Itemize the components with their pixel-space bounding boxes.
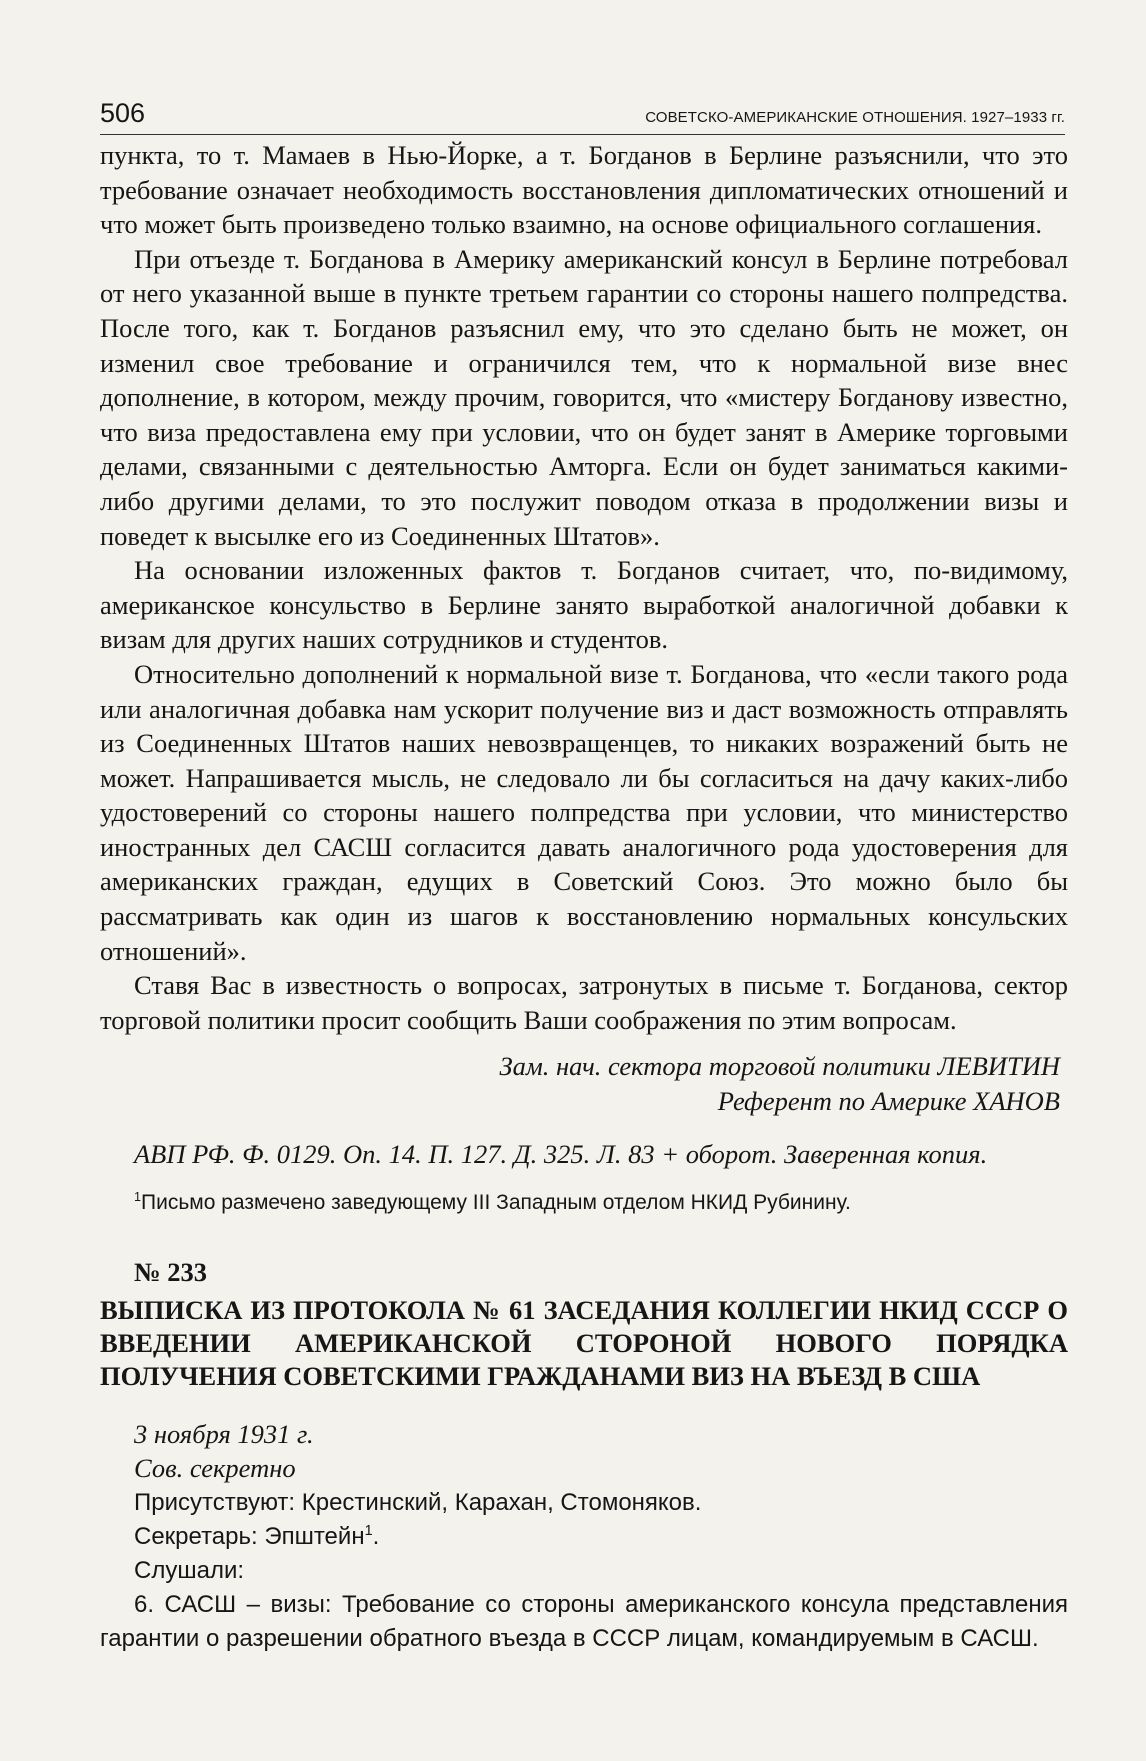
footnote-mark: 1	[134, 1190, 142, 1205]
classification: Сов. секретно	[134, 1453, 296, 1484]
secretary-footnote-mark: 1	[364, 1523, 373, 1539]
footnote	[100, 1189, 1068, 1217]
document-number: № 233	[134, 1257, 208, 1288]
attendees: Присутствуют: Крестинский, Карахан, Стомоняков.	[134, 1489, 702, 1516]
running-title: СОВЕТСКО-АМЕРИКАНСКИЕ ОТНОШЕНИЯ. 1927–1933 гг.	[645, 109, 1065, 126]
signature-levitin: Зам. нач. сектора торговой политики ЛЕВИТИН	[499, 1051, 1060, 1082]
body-text	[100, 138, 1068, 1656]
secretary: Секретарь: Эпштейн	[134, 1523, 365, 1550]
document-title: ВЫПИСКА ИЗ ПРОТОКОЛА № 61 ЗАСЕДАНИЯ КОЛЛЕГИИ НКИД СССР О ВВЕДЕНИИ АМЕРИКАНСКОЙ СТОРОНОЙ НОВОГО ПОРЯДКА ПОЛУЧЕНИЯ СОВЕТСКИМИ ГРАЖДАНАМИ ВИЗ НА ВЪЕЗД В США	[100, 1294, 1068, 1391]
document-date: 3 ноября 1931 г.	[134, 1418, 314, 1449]
paragraph: На основании изложенных фактов т. Богданов считает, что, по-видимому, американское консульство в Берлине занято выработкой аналогичной добавки к визам для других наших сотрудников и студентов.	[100, 555, 1068, 655]
archive-reference: АВП РФ. Ф. 0129. Оп. 14. П. 127. Д. 325. Л. 83 + оборот. Заверенная копия.	[134, 1138, 988, 1169]
footnote-text: Письмо размечено заведующему III Западным отделом НКИД Рубинину.	[141, 1191, 851, 1215]
page-header	[100, 98, 1065, 135]
paragraph: пункта, то т. Мамаев в Нью-Йорке, а т. Богданов в Берлине разъяснили, что это требование означает необходимость восстановления дипломатических отношений и что может быть произведено только взаимно, на основе официального соглашения.	[100, 140, 1068, 240]
paragraph: Ставя Вас в известность о вопросах, затронутых в письме т. Богданова, сектор торговой политики просит сообщить Ваши соображения по этим вопросам.	[100, 970, 1068, 1035]
paragraph: Относительно дополнений к нормальной визе т. Богданова, что «если такого рода или аналогичная добавка нам ускорит получение виз и даст возможность отправлять из Соединенных Штатов наших невозвращенцев, то никаких возражений быть не может. Напрашивается мысль, не следовало ли бы согласиться на дачу каких-либо удостоверений со стороны нашего полпредства при условии, что министерство иностранных дел САСШ согласится давать аналогичного рода удостоверения для американских граждан, едущих в Советский Союз. Это можно было бы рассматривать как один из шагов к восстановлению нормальных консульских отношений».	[100, 658, 1068, 966]
heard-label: Слушали:	[134, 1557, 245, 1584]
paragraph: При отъезде т. Богданова в Америку американский консул в Берлине потребовал от него указанной выше в пункте третьем гарантии со стороны нашего полпредства. После того, как т. Богданов разъяснил ему, что это сделано быть не может, он изменил свое требование и ограничился тем, что к нормальной визе внес дополнение, в котором, между прочим, говорится, что «мистеру Богданову известно, что виза предоставлена ему при условии, что он будет занят в Америке торговыми делами, связанными с деятельностью Амторга. Если он будет заниматься какими-либо другими делами, то это послужит поводом отказа в продолжении визы и поведет к высылке его из Соединенных Штатов».	[100, 243, 1068, 551]
signature-khanov: Референт по Америке ХАНОВ	[717, 1086, 1060, 1117]
page-number: 506	[100, 98, 146, 128]
agenda-item: 6. САСШ – визы: Требование со стороны американского консула представления гарантии о разрешении обратного въезда в СССР лицам, командируемым в САСШ.	[100, 1591, 1068, 1652]
secretary-line: Секретарь: Эпштейн$^1$.	[134, 1523, 380, 1550]
